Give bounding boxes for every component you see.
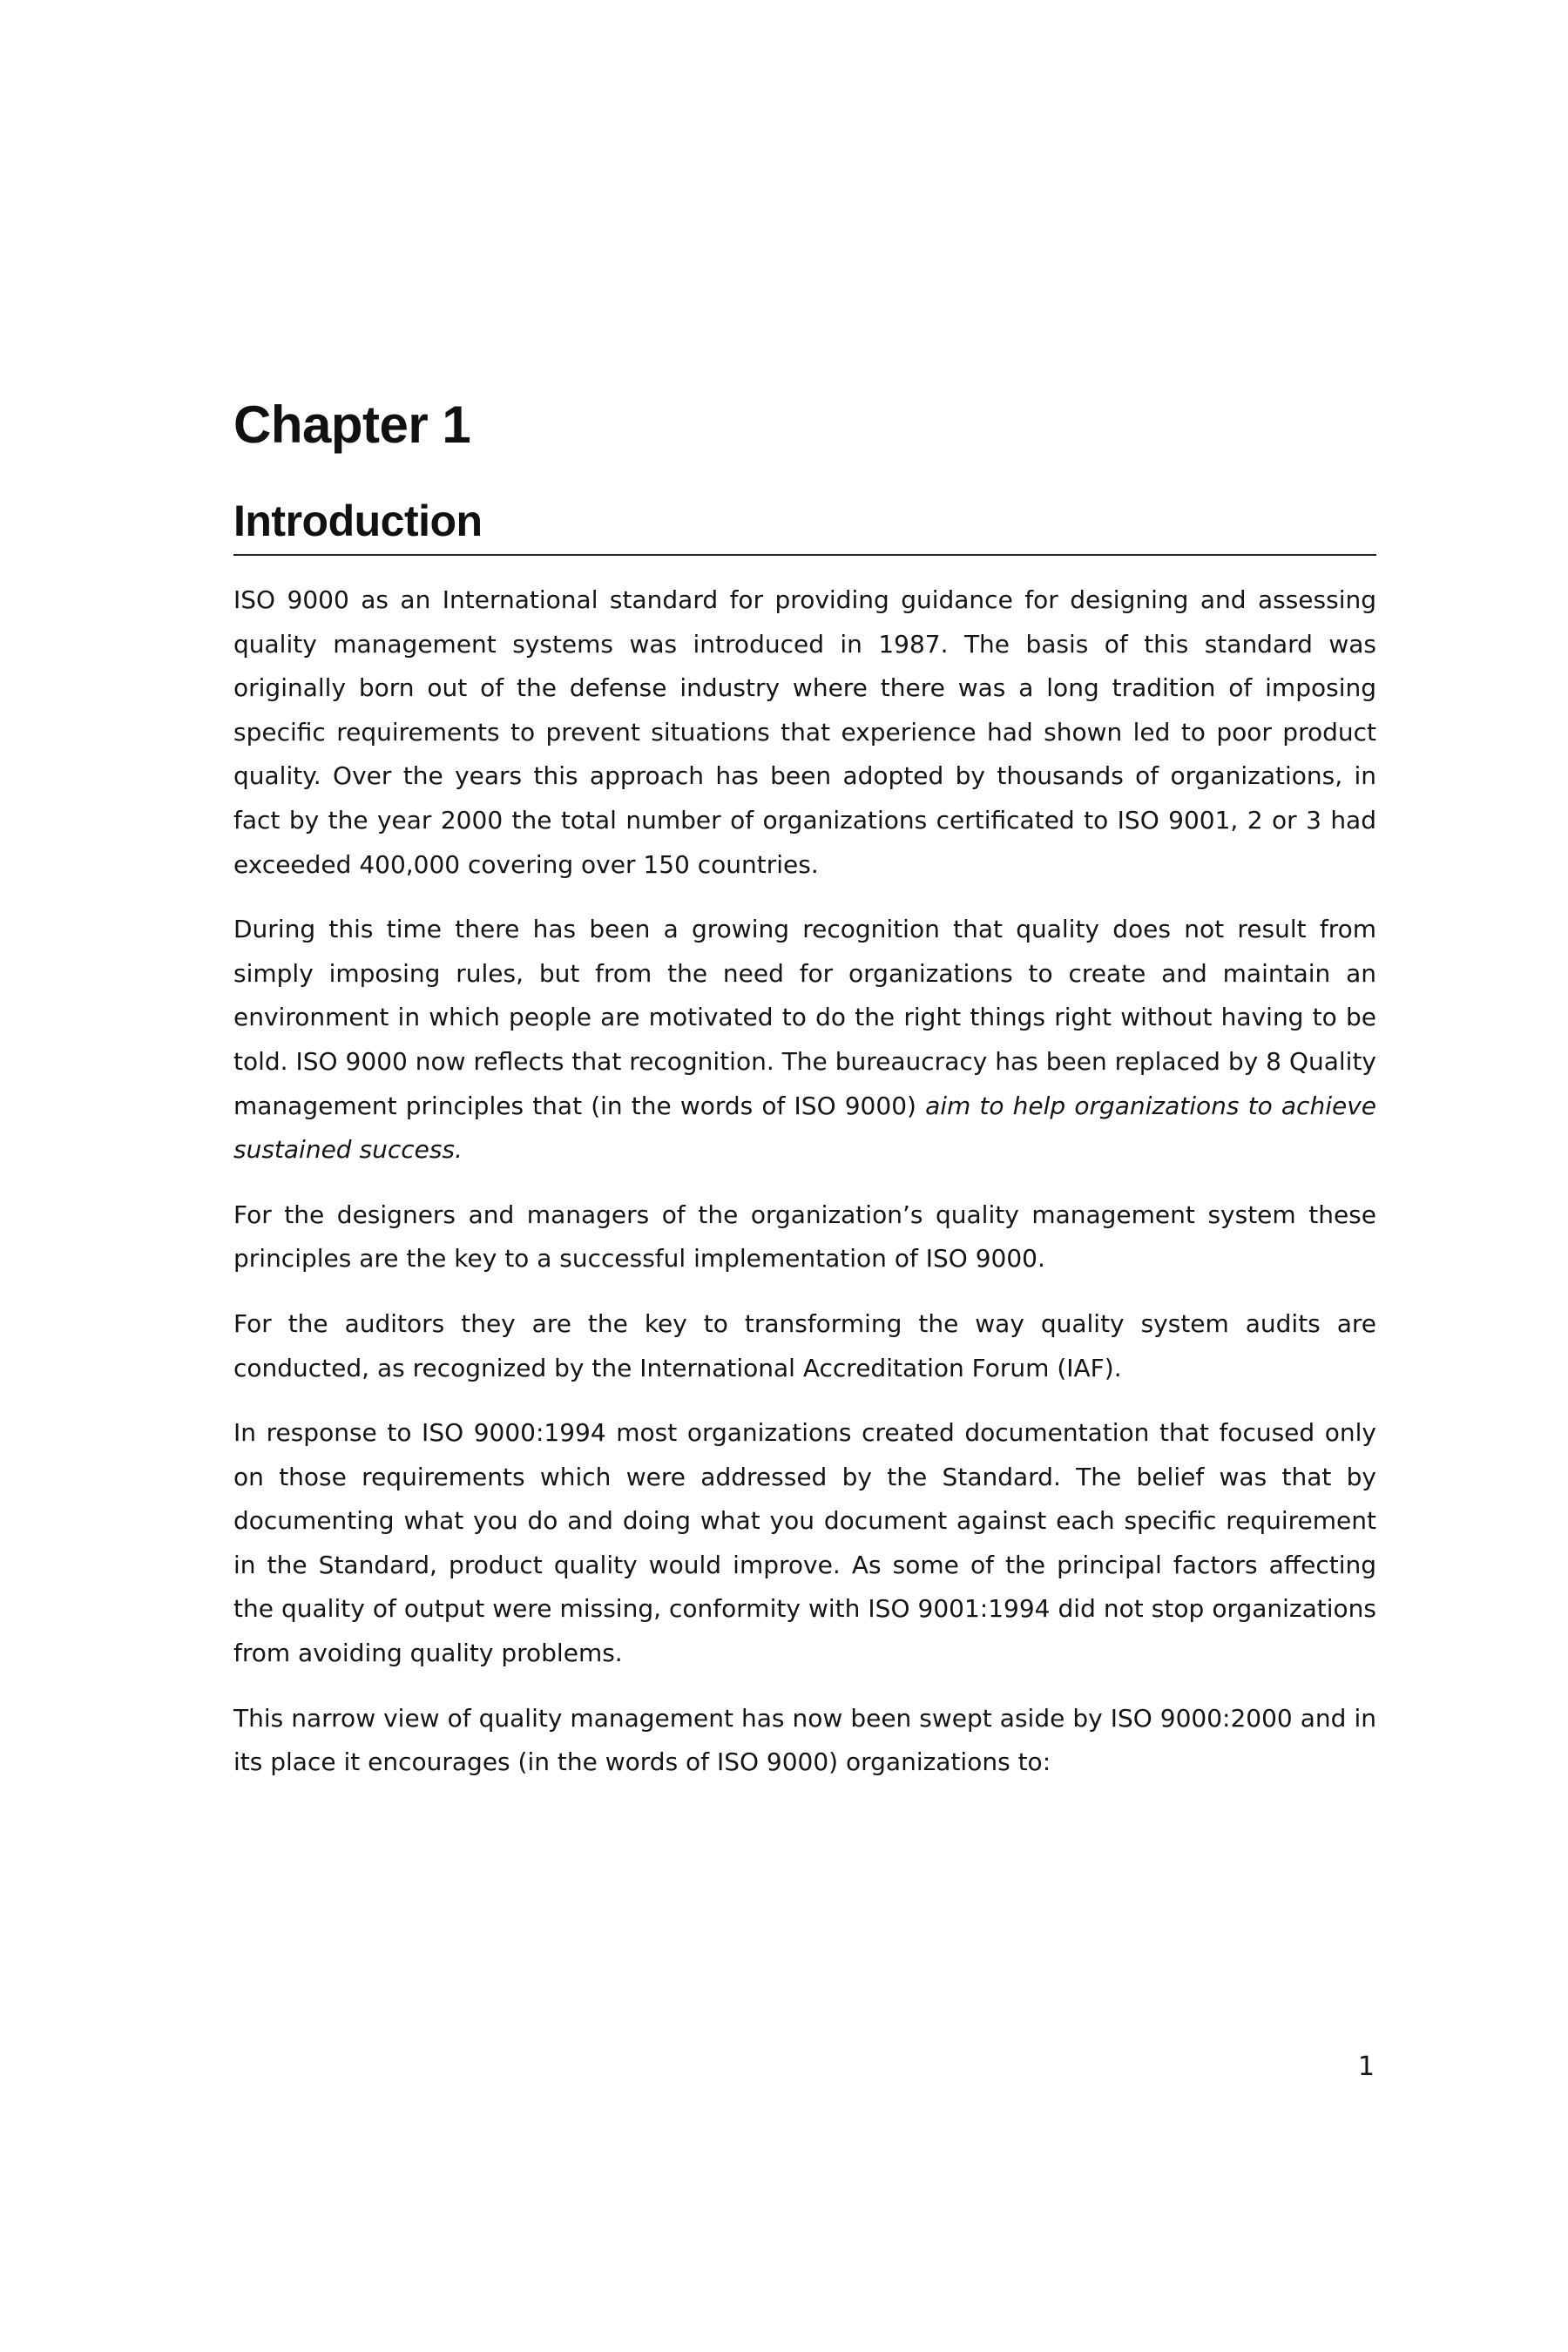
chapter-label: Chapter 1 [233,395,471,454]
body-text [233,578,1376,1806]
paragraph: For the designers and managers of the organization’s quality management system these principles are the key to a successful implementation of ISO 9000. [233,1200,1376,1274]
paragraph: For the auditors they are the key to transforming the way quality system audits are conducted, as recognized by the International Accreditation Forum (IAF). [233,1308,1376,1382]
title-divider [233,554,1376,556]
paragraph: During this time there has been a growing recognition that quality does not result from simply imposing rules, but from the need for organizations to create and maintain an environment in which people are motivated to do the right things right without having to be told. ISO 9000 now reflects that recognition. The bureaucracy has been replaced by 8 Quality management principles that (in the words of ISO 9000) aim to help organizations to achieve sustained success. [233,915,1376,1165]
paragraph: ISO 9000 as an International standard for providing guidance for designing and assessing quality management systems was introduced in 1987. The basis of this standard was originally born out of the defense industry where there was a long tradition of imposing specific requirements to prevent situations that experience had shown led to poor product quality. Over the years this approach has been adopted by thousands of organizations, in fact by the year 2000 the total number of organizations certificated to ISO 9001, 2 or 3 had exceeded 400,000 covering over 150 countries. [233,585,1376,879]
chapter-title: Introduction [233,497,483,545]
page-number: 1 [1357,2051,1375,2082]
paragraph: In response to ISO 9000:1994 most organizations created documentation that focused only on those requirements which were addressed by the Standard. The belief was that by documenting what you do and doing what you document against each specific requirement in the Standard, product quality would improve. As some of the principal factors affecting the quality of output were missing, conformity with ISO 9001:1994 did not stop organizations from avoiding quality problems. [233,1418,1376,1668]
emphasized-quote: aim to help organizations to achieve sustained success. [233,1091,1376,1165]
book-page [233,0,1383,2352]
paragraph: This narrow view of quality management has now been swept aside by ISO 9000:2000 and in its place it encourages (in the words of ISO 9000) organizations to: [233,1703,1376,1777]
